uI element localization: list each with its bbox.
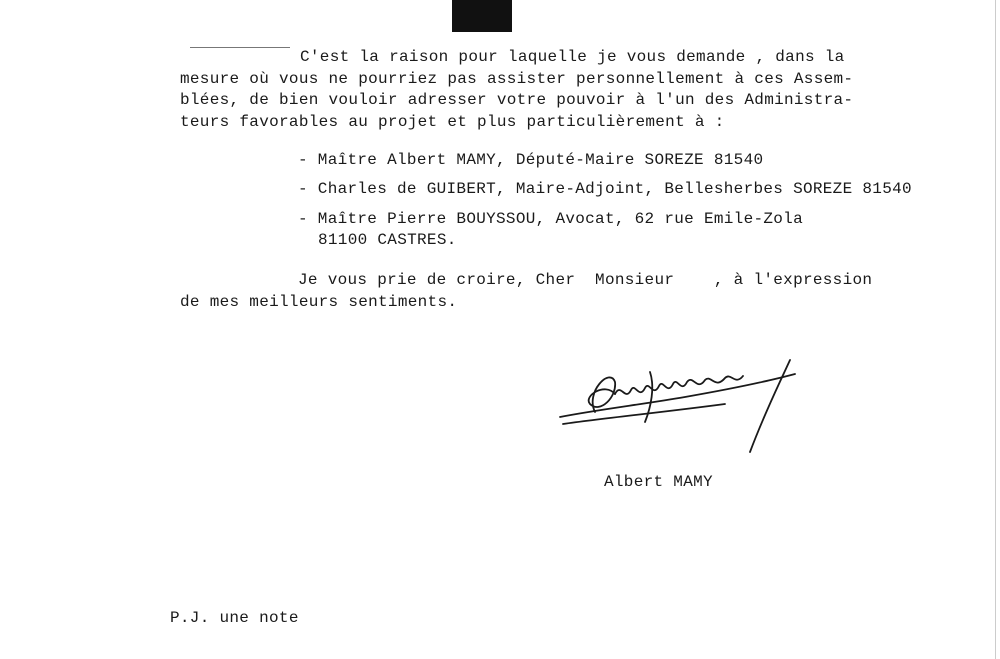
list-item-continuation: 81100 CASTRES. xyxy=(318,231,457,249)
paragraph-line: mesure où vous ne pourriez pas assister personnellement à ces Assem- xyxy=(180,70,854,88)
list-item: - Maître Albert MAMY, Député-Maire SOREZE 81540 xyxy=(298,151,764,169)
signature-image xyxy=(555,352,805,462)
attachment-note: P.J. une note xyxy=(170,609,299,627)
scan-artifact xyxy=(190,47,290,48)
list-item: - Charles de GUIBERT, Maire-Adjoint, Bellesherbes SOREZE 81540 xyxy=(298,180,912,198)
closing-line: de mes meilleurs sentiments. xyxy=(180,293,458,311)
paragraph-line: C'est la raison pour laquelle je vous demande , dans la xyxy=(300,48,845,66)
paragraph-line: blées, de bien vouloir adresser votre pouvoir à l'un des Administra- xyxy=(180,91,854,109)
closing-line: Je vous prie de croire, Cher Monsieur , à l'expression xyxy=(298,271,873,289)
signatory-name: Albert MAMY xyxy=(604,473,713,491)
paragraph-line: teurs favorables au projet et plus particulièrement à : xyxy=(180,113,725,131)
page-edge xyxy=(995,0,996,659)
list-item: - Maître Pierre BOUYSSOU, Avocat, 62 rue Emile-Zola xyxy=(298,210,803,228)
redaction-mark xyxy=(452,0,512,32)
